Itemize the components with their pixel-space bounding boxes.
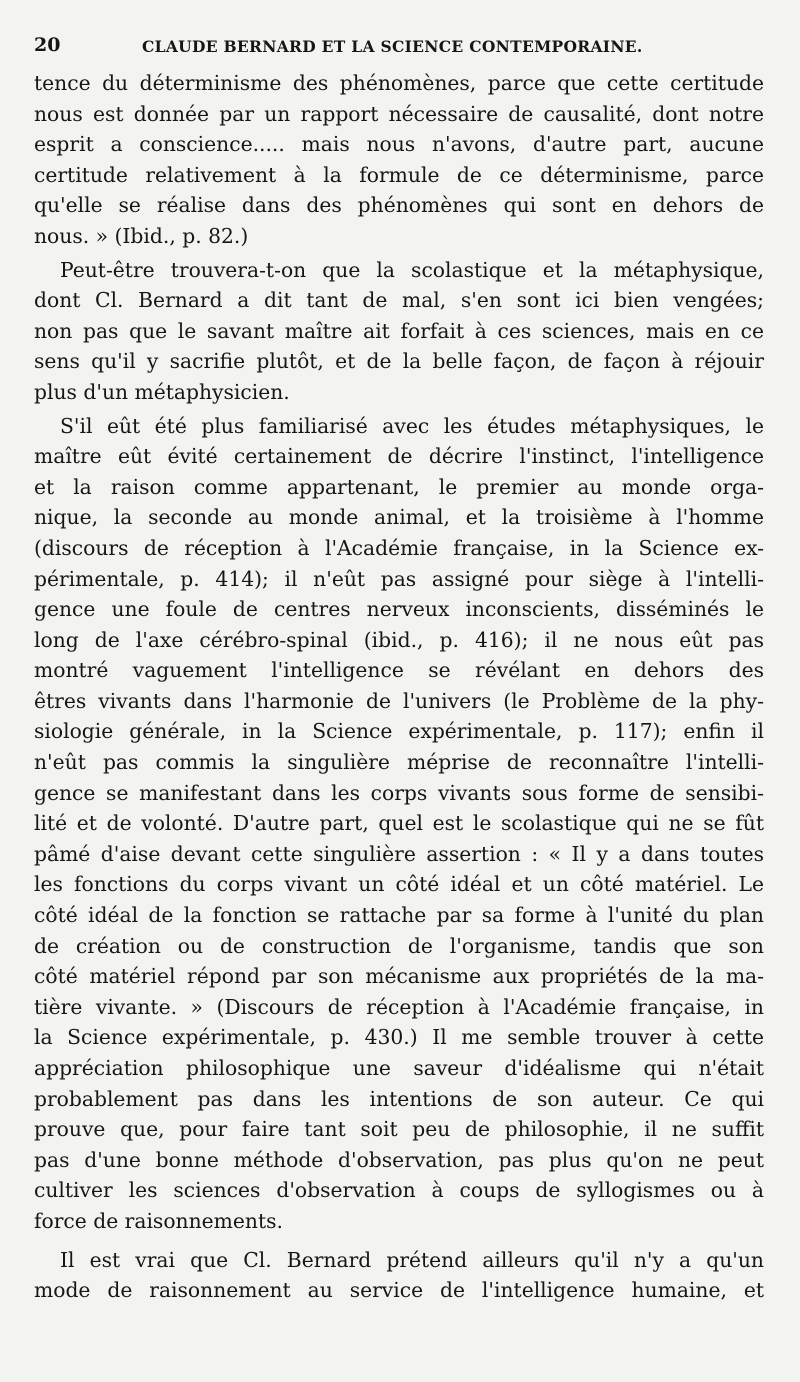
text-line: force de raisonnements. [34,1208,283,1233]
text-line: tence du déterminisme des phénomènes, parce que cette certitude [34,71,764,95]
text-line: siologie générale, in la Science expérimentale, p. 117); enfin il [34,719,764,744]
text-line: les fonctions du corps vivant un côté idéal et un côté matériel. Le [34,872,764,897]
text-line: gence se manifestant dans les corps vivants sous forme de sensibi- [34,780,764,805]
paragraph [34,68,764,252]
text-line: appréciation philosophique une saveur d'idéalisme qui n'était [34,1056,764,1080]
text-line: lité et de volonté. D'autre part, quel est le scolastique qui ne se fût [34,811,764,836]
text-line: et la raison comme appartenant, le premier au monde orga- [34,474,764,499]
text-line: qu'elle se réalise dans des phénomènes qui sont en dehors de [34,193,764,218]
text-line: gence une foule de centres nerveux inconscients, disséminés le [34,597,764,622]
text-line: pâmé d'aise devant cette singulière assertion : « Il y a dans toutes [34,841,764,866]
text-line: nique, la seconde au monde animal, et la troisième à l'homme [34,505,764,530]
page-number: 20 [34,34,61,56]
text-line: (discours de réception à l'Académie française, in la Science ex- [34,535,764,560]
text-line: périmentale, p. 414); il n'eût pas assigné pour siège à l'intelli- [34,566,764,591]
text-line: Peut-être trouvera-t-on que la scolastique et la métaphysique, [60,257,764,282]
text-line: certitude relativement à la formule de ce déterminisme, parce [34,162,764,187]
text-line: de création ou de construction de l'organisme, tandis que son [34,933,764,958]
text-line: tière vivante. » (Discours de réception à l'Académie française, in [34,994,764,1019]
text-line: côté matériel répond par son mécanisme aux propriétés de la ma- [34,964,764,989]
text-line: plus d'un métaphysicien. [34,379,290,404]
text-line: S'il eût été plus familiarisé avec les études métaphysiques, le [60,413,764,438]
text-line: non pas que le savant maître ait forfait à ces sciences, mais en ce [34,318,764,343]
text-line: long de l'axe cérébro-spinal (ibid., p. 416); il ne nous eût pas [34,627,764,652]
text-line: nous. » (Ibid., p. 82.) [34,223,249,248]
text-line: nous est donnée par un rapport nécessaire de causalité, dont notre [34,101,764,126]
text-line: sens qu'il y sacrifie plutôt, et de la belle façon, de façon à réjouir [34,349,764,374]
text-line: probablement pas dans les intentions de son auteur. Ce qui [34,1086,764,1111]
paragraph [34,411,764,1237]
text-line: montré vaguement l'intelligence se révélant en dehors des [34,658,764,683]
text-line: côté idéal de la fonction se rattache par sa forme à l'unité du plan [34,903,764,928]
text-line: pas d'une bonne méthode d'observation, pas plus qu'on ne peut [34,1147,764,1172]
text-line: n'eût pas commis la singulière méprise de reconnaître l'intelli- [34,750,764,775]
text-line: cultiver les sciences d'observation à coups de syllogismes ou à [34,1178,764,1203]
text-line: esprit a conscience..... mais nous n'avons, d'autre part, aucune [34,132,764,157]
paragraph [34,1245,764,1306]
page-body [34,68,764,1306]
paragraph [34,255,764,408]
running-title: CLAUDE BERNARD ET LA SCIENCE CONTEMPORAINE. [142,37,643,56]
text-line: prouve que, pour faire tant soit peu de philosophie, il ne suffit [34,1117,764,1142]
text-line: êtres vivants dans l'harmonie de l'univers (le Problème de la phy- [34,688,764,713]
text-line: la Science expérimentale, p. 430.) Il me semble trouver à cette [34,1025,764,1050]
text-line: mode de raisonnement au service de l'intelligence humaine, et [34,1278,764,1303]
text-line: dont Cl. Bernard a dit tant de mal, s'en sont ici bien vengées; [34,288,764,313]
text-line: Il est vrai que Cl. Bernard prétend ailleurs qu'il n'y a qu'un [60,1247,764,1272]
text-line: maître eût évité certainement de décrire l'instinct, l'intelligence [34,444,764,469]
page-header [34,34,750,56]
